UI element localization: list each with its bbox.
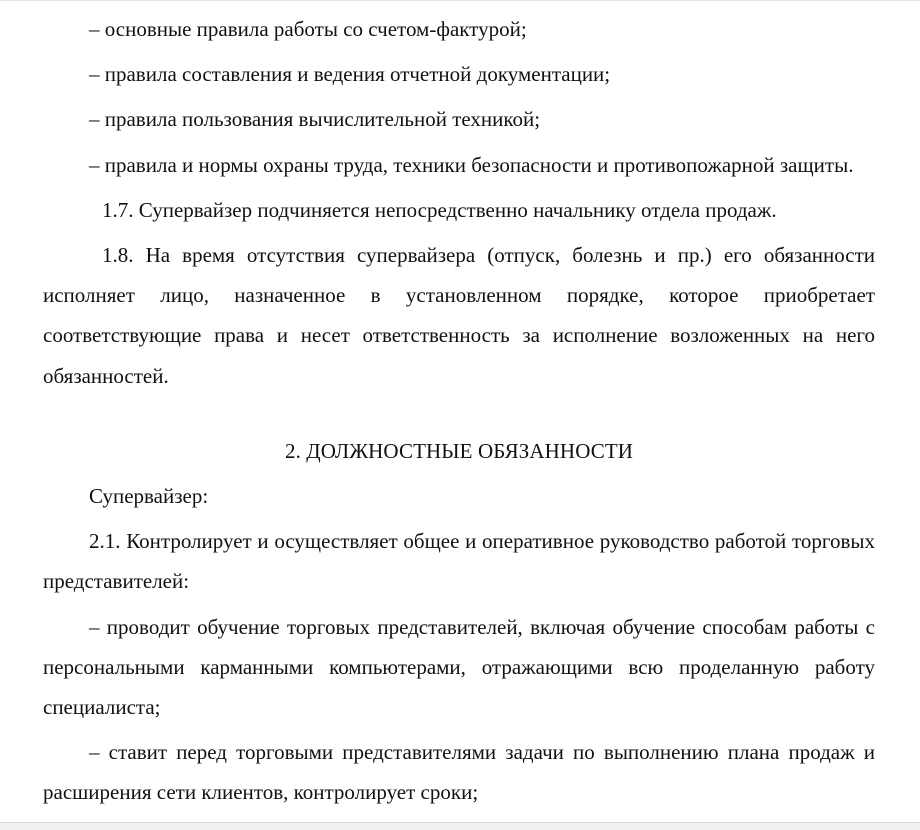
list-item-safety-rules: – правила и нормы охраны труда, техники безопасности и противопожарной защиты.: [89, 152, 854, 177]
list-item-computer-rules: – правила пользования вычислительной техникой;: [89, 107, 541, 132]
clause-1-8: 1.8. На время отсутствия супервайзера (отпуск, болезнь и пр.) его обязанности исполняет лицо, назначенное в установленном порядке, которое приобретает соответствующие права и несет ответственность за исполнение возложенных на него обязанностей.: [43, 243, 875, 388]
section-heading: 2. ДОЛЖНОСТНЫЕ ОБЯЗАННОСТИ: [284, 438, 634, 463]
document-body: [43, 9, 875, 818]
list-item-reporting-rules: – правила составления и ведения отчетной документации;: [89, 62, 611, 87]
list-item-invoice-rules: – основные правила работы со счетом-фактурой;: [89, 17, 527, 41]
clause-1-7: 1.7. Супервайзер подчиняется непосредственно начальнику отдела продаж.: [102, 197, 777, 222]
duty-sales-plan: – ставит перед торговыми представителями задачи по выполнению плана продаж и расширения сети клиентов, контролирует сроки;: [43, 740, 875, 805]
clause-2-1: 2.1. Контролирует и осуществляет общее и оперативное руководство работой торговых представителей:: [43, 529, 875, 594]
page-bottom-edge: [0, 822, 920, 830]
section-label: Супервайзер:: [89, 484, 209, 509]
duty-training: – проводит обучение торговых представителей, включая обучение способам работы с персональными карманными компьютерами, отражающими всю проделанную работу специалиста;: [43, 614, 875, 720]
